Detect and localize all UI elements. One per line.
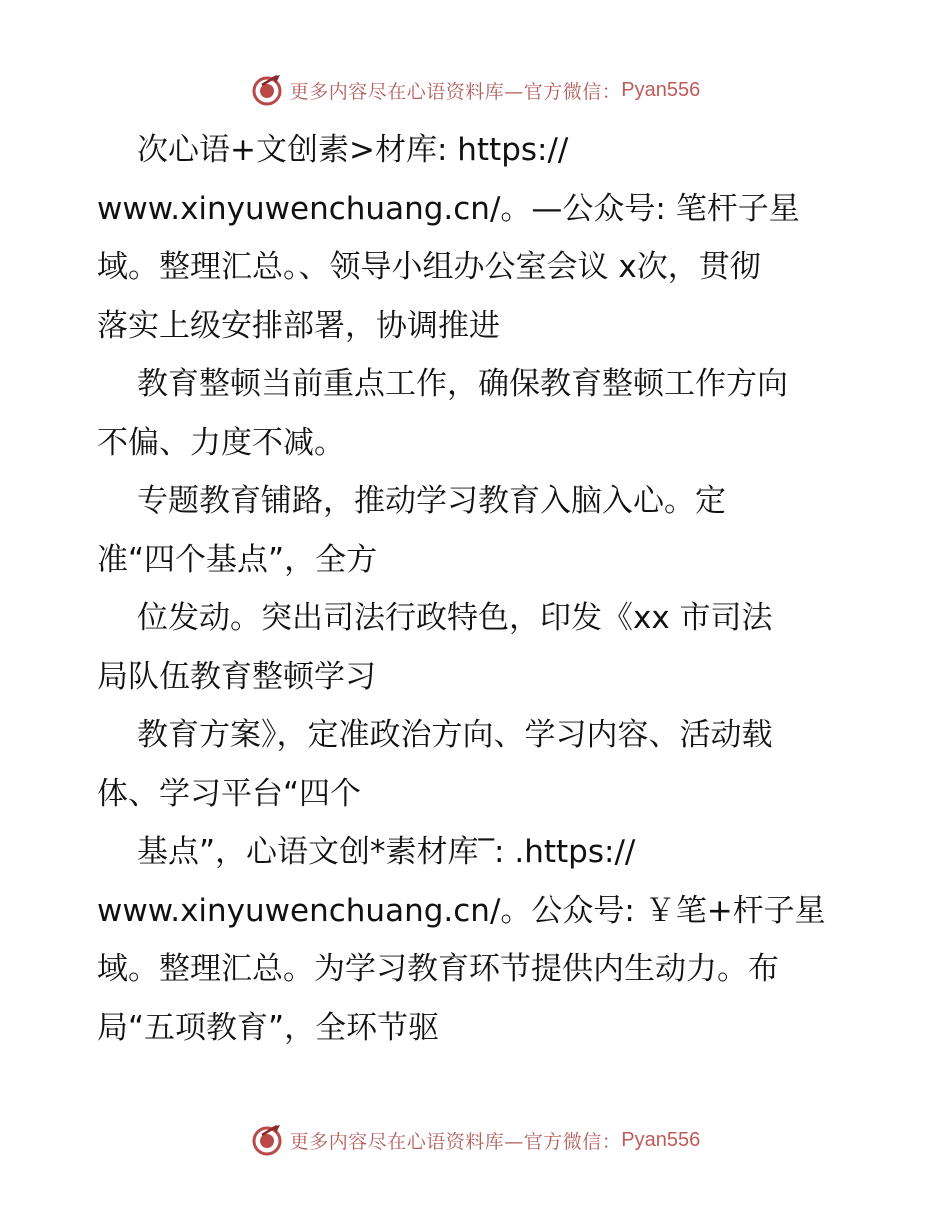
brush-logo-icon bbox=[250, 1123, 284, 1157]
text-line: 局队伍教育整顿学习 bbox=[97, 658, 376, 695]
text-line: 不偏、力度不减。 bbox=[97, 424, 345, 461]
text-line: 域。整理汇总。为学习教育环节提供内生动力。布 bbox=[97, 951, 779, 987]
text-line: 域。整理汇总。、领导小组办公室会议 x次，贯彻 bbox=[97, 249, 761, 285]
text-line: 专题教育铺路，推动学习教育入脑入心。定 bbox=[137, 483, 726, 519]
text-line: 准“四个基点”，全方 bbox=[97, 541, 378, 578]
text-line: 位发动。突出司法行政特色，印发《xx 市司法 bbox=[137, 600, 773, 636]
text-line: 局“五项教育”，全环节驱 bbox=[97, 1009, 440, 1046]
document-body bbox=[97, 121, 867, 1057]
text-line: www.xinyuwenchuang.cn/。公众号: ￥笔+杆子星 bbox=[97, 892, 826, 929]
text-line: 体、学习平台“四个 bbox=[97, 775, 362, 812]
text-line: www.xinyuwenchuang.cn/。—公众号: 笔杆子星 bbox=[97, 190, 800, 227]
banner-handle: Pyan556 bbox=[621, 78, 701, 101]
header-watermark-banner bbox=[0, 70, 950, 110]
brush-logo-icon bbox=[250, 73, 284, 107]
text-line: 教育方案》，定准政治方向、学习内容、活动载 bbox=[137, 717, 773, 753]
banner-text: 更多内容尽在心语资料库—官方微信： bbox=[289, 80, 622, 103]
banner-text: 更多内容尽在心语资料库—官方微信： bbox=[289, 1130, 622, 1153]
text-line: 教育整顿当前重点工作，确保教育整顿工作方向 bbox=[137, 366, 788, 402]
text-line: 次心语+文创素>材库: https:// bbox=[137, 132, 569, 168]
footer-watermark-banner bbox=[0, 1120, 950, 1160]
banner-handle: Pyan556 bbox=[621, 1128, 701, 1151]
text-line: 落实上级安排部署，协调推进 bbox=[97, 307, 500, 344]
text-line: 基点”，心语文创*素材库‾: .https:// bbox=[137, 834, 636, 870]
